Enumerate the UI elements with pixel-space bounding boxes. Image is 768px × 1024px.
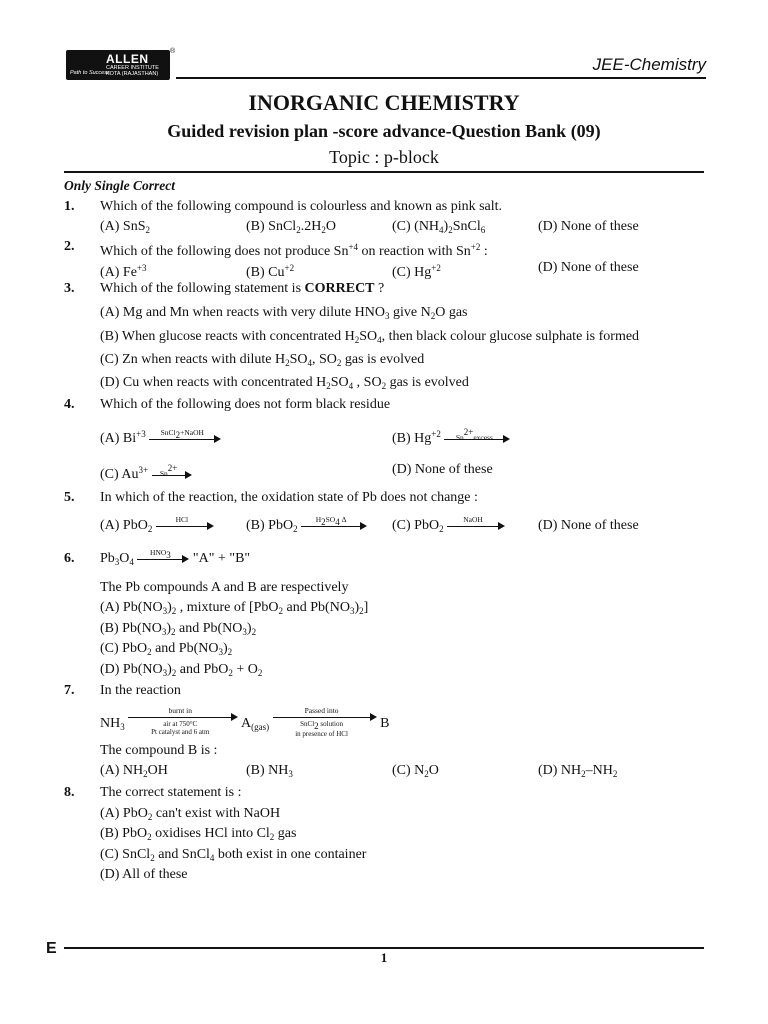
q4-number: 4. — [64, 397, 75, 412]
q5-text: In which of the reaction, the oxidation state of Pb does not change : — [100, 490, 478, 505]
q6-number: 6. — [64, 551, 75, 566]
page-title: INORGANIC CHEMISTRY — [248, 90, 520, 115]
q4-text: Which of the following does not form black residue — [100, 397, 391, 412]
registered-mark: ® — [170, 48, 176, 55]
q5-option-c: (C) PbO$_2$ NaOH — [392, 518, 505, 537]
q7-option-c: (C) $N_2O$ — [392, 763, 439, 779]
q7-option-d: (D) $NH_2-NH_2$ — [538, 763, 618, 779]
q1-number: 1. — [64, 199, 75, 214]
logo-subtitle: CAREER INSTITUTE KOTA (RAJASTHAN) — [106, 65, 159, 77]
title-rule — [64, 171, 704, 173]
footer-rule — [64, 947, 704, 949]
logo-brand: ALLEN — [106, 52, 149, 66]
q3-option-b: (B) When glucose reacts with concentrated $H_2SO_4$, then black colour glucose sulphate is formed — [100, 329, 640, 345]
q2-text: Which of the following does not produce $Sn^{+4}$ on reaction with $Sn^{+2}$ : — [100, 242, 488, 259]
q2-option-c: (C) $Hg^{+2}$ — [392, 263, 441, 280]
q4-option-c: (C) $Au^{3+}$ $Sn^{2+}$ — [100, 462, 192, 483]
page-subtitle: Guided revision plan -score advance-Question Bank (09) — [167, 121, 601, 141]
q7-text: In the reaction — [100, 683, 181, 698]
q3-option-c: (C) Zn when reacts with dilute $H_2SO_4$, $SO_2$ gas is evolved — [100, 352, 425, 368]
q7-reaction: $NH_3$ burnt in air at 750°C Pt catalyst and 6 atm $A_{(gas)}$ Passed into SnCl$_2$ solution in presence of HCl B — [100, 706, 390, 738]
q8-text: The correct statement is : — [100, 785, 242, 800]
q2-option-a: (A) $Fe^{+3}$ — [100, 263, 147, 280]
topic-line: Topic : p-block — [329, 147, 439, 167]
q4-option-d: (D) None of these — [392, 462, 493, 477]
logo-tagline: Path to Success — [70, 70, 110, 76]
q5-option-a: (A) PbO$_2$ HCl — [100, 518, 214, 537]
q5-option-b: (B) PbO$_2$ $H_2SO_4$ Δ — [246, 518, 367, 537]
q3-number: 3. — [64, 281, 75, 296]
q8-option-c: (C) SnCl$_2$ and SnCl$_4$ both exist in one container — [100, 847, 367, 863]
q7-option-a: (A) $NH_2OH$ — [100, 763, 168, 779]
q1-option-b: (B) $SnCl_2.2H_2O$ — [246, 219, 336, 235]
q1-option-d: (D) None of these — [538, 219, 639, 234]
q1-text: Which of the following compound is colourless and known as pink salt. — [100, 199, 503, 214]
allen-logo — [66, 50, 176, 84]
section-heading: Only Single Correct — [64, 178, 176, 193]
q3-text: Which of the following statement is CORRECT ? — [100, 281, 385, 296]
q4-option-a: (A) $Bi^{+3}$ SnCl$_2$+NaOH — [100, 426, 221, 447]
q2-option-b: (B) $Cu^{+2}$ — [246, 263, 295, 280]
q6-option-b: (B) $Pb(NO_3)_2$ and $Pb(NO_3)_2$ — [100, 621, 257, 637]
q7-option-b: (B) $NH_3$ — [246, 763, 293, 779]
q6-option-c: (C) PbO$_2$ and $Pb(NO_3)_2$ — [100, 641, 233, 657]
page-number: 1 — [380, 950, 388, 965]
q6-option-d: (D) $Pb(NO_3)_2$ and $PbO_2 + O_2$ — [100, 662, 263, 678]
q4-option-b: (B) $Hg^{+2}$ $Sn^{2+}excess$ — [392, 426, 510, 447]
q2-option-d: (D) None of these — [538, 260, 639, 275]
q7-text-2: The compound B is : — [100, 743, 218, 758]
subject-label: JEE-Chemistry — [592, 55, 706, 74]
q2-number: 2. — [64, 239, 75, 254]
q6-option-a: (A) $Pb(NO_3)_2$ , mixture of [PbO$_2$ and $Pb(NO_3)_2$] — [100, 600, 369, 616]
q8-option-b: (B) PbO$_2$ oxidises HCl into $Cl_2$ gas — [100, 826, 297, 842]
q5-option-d: (D) None of these — [538, 518, 639, 533]
q6-reaction: $Pb_3O_4$ $HNO_3$ "A" + "B" — [100, 548, 251, 568]
edition-mark: E — [46, 940, 57, 957]
q5-number: 5. — [64, 490, 75, 505]
q1-option-a: (A) SnS$_2$ — [100, 219, 151, 235]
q7-number: 7. — [64, 683, 75, 698]
q3-option-d: (D) Cu when reacts with concentrated $H_2SO_4$ , $SO_2$ gas is evolved — [100, 375, 469, 391]
q6-text: The Pb compounds A and B are respectively — [100, 580, 349, 595]
header-rule — [176, 77, 706, 79]
q3-option-a: (A) Mg and Mn when reacts with very dilute $HNO_3$ give $N_2O$ gas — [100, 305, 468, 321]
q8-option-d: (D) All of these — [100, 867, 188, 882]
q8-number: 8. — [64, 785, 75, 800]
q1-option-c: (C) $(NH_4)_2SnCl_6$ — [392, 219, 486, 235]
q8-option-a: (A) PbO$_2$ can't exist with NaOH — [100, 806, 281, 822]
